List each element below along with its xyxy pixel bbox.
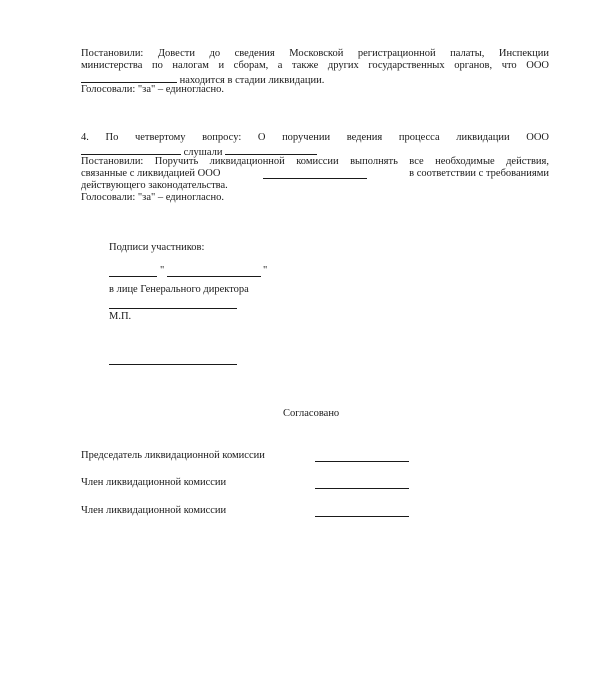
question-four-line-5: действующего законодательства. <box>81 180 228 191</box>
signature-name-blank <box>167 276 261 277</box>
member-1-signature-line <box>315 488 409 489</box>
stamp-label: М.П. <box>109 311 132 322</box>
member-2-label: Член ликвидационной комиссии <box>81 505 227 516</box>
extra-signature-line <box>109 364 237 365</box>
related-liquidation-text: связанные с ликвидацией ООО <box>81 168 221 179</box>
heard-label: слушали <box>183 147 223 158</box>
question-four-line-1: 4. По четвертому вопросу: О поручении ведения процесса ликвидации ООО <box>81 132 549 143</box>
chairman-signature-line <box>315 461 409 462</box>
director-label: в лице Генерального директора <box>109 284 249 295</box>
signatures-heading: Подписи участников: <box>109 242 205 253</box>
resolution-notify-line-3 <box>81 72 549 84</box>
vote-result-2: Голосовали: "за" – единогласно. <box>81 192 224 203</box>
question-four-section <box>81 132 549 204</box>
question-four-line-3: Постановили: Поручить ликвидационной комиссии выполнять все необходимые действия, <box>81 156 549 167</box>
resolution-notify-section <box>81 48 549 96</box>
liquidation-status-text: находится в стадии ликвидации. <box>179 75 325 86</box>
requirements-text: в соответствии с требованиями <box>409 168 549 179</box>
question-four-line-4 <box>81 168 549 180</box>
director-signature-line <box>109 308 237 309</box>
approval-heading: Согласовано <box>283 408 340 419</box>
quote-close: " <box>263 265 268 276</box>
resolution-notify-line-2: министерства по налогам и сборам, а также других государственных органов, что ООО <box>81 60 549 71</box>
member-2-signature-line <box>315 516 409 517</box>
chairman-label: Председатель ликвидационной комиссии <box>81 450 265 461</box>
heard-name-blank <box>225 144 317 155</box>
vote-result-1: Голосовали: "за" – единогласно. <box>81 84 224 95</box>
company-name-blank-3 <box>263 168 367 179</box>
company-name-blank <box>81 72 177 83</box>
company-name-blank-2 <box>81 144 181 155</box>
signature-date-blank <box>109 276 157 277</box>
resolution-notify-line-1: Постановили: Довести до сведения Московской регистрационной палаты, Инспекции <box>81 48 549 59</box>
quote-open: " <box>160 265 165 276</box>
member-1-label: Член ликвидационной комиссии <box>81 477 227 488</box>
question-four-line-2 <box>81 144 549 156</box>
